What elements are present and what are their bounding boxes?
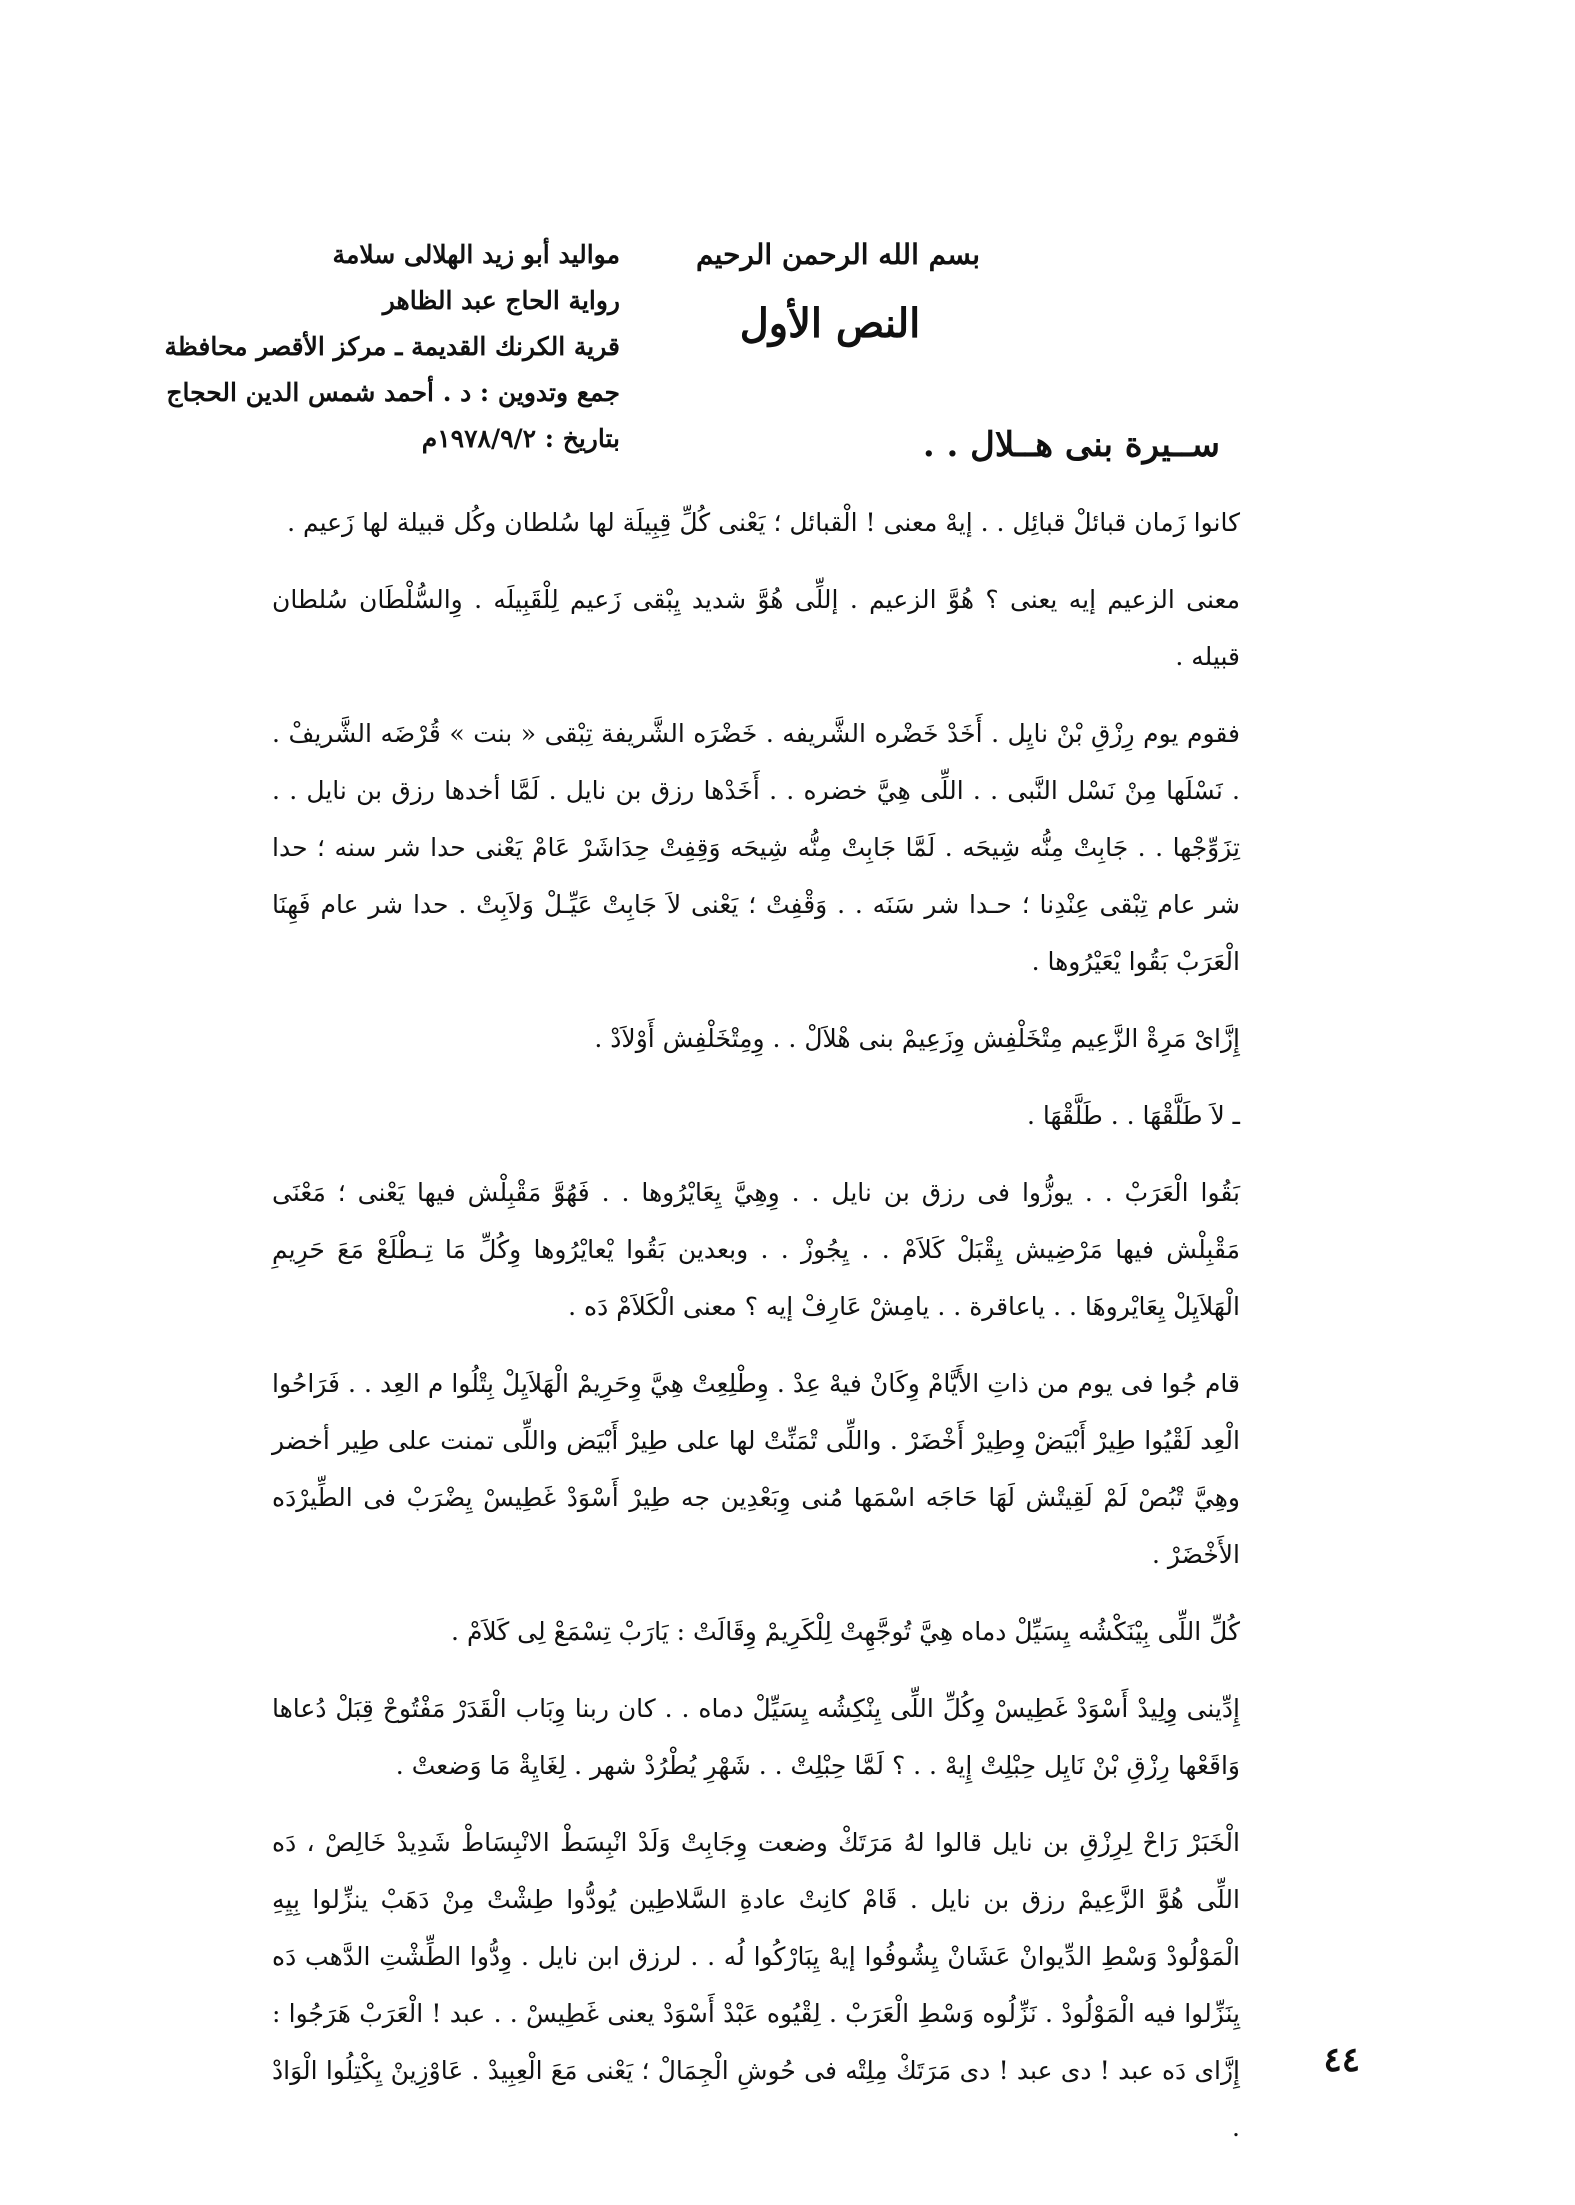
paragraph: إِدِّينى وِلِيدْ أَسْوَدْ غَطِيسْ وِكُلِّ اللِّى يِنْكِشُه يِسَيِّلْ دماه . . كان ربنا وِبَاب الْقَدَرْ مَفْتُوحْ قِبَلْ دُعاها وَاقَعْها رِزْقِ بْنْ نَايِل حِبْلِتْ إِيهْ . . ؟ لَمَّا حِبْلِتْ . . شَهْرِ يُطْرُدْ شهر . لِغَايِةْ مَا وَضعتْ . bbox=[272, 1694, 1240, 1780]
narration-title-line: مواليد أبو زيد الهلالى سلامة bbox=[332, 240, 620, 269]
paragraph: ـ لاَ طَلَّقْهَا . . طَلَّقْهَا . bbox=[1026, 1101, 1240, 1130]
text-title: النص الأول bbox=[739, 300, 921, 347]
paragraph: الْخَبَرْ رَاحْ لِرِزْقِ بن نايل قالوا لهُ مَرَتَكْ وضعت وِجَابِتْ وَلَدْ انْبِسَطْ الانْبِسَاطْ شَدِيدْ خَالِصْ ، دَه اللِّى هُوَّ الزَّعِيمْ رزق بن نايل . قَامْ كانِتْ عادةِ السَّلاطِين يُودُّوا طِشْتْ مِنْ دَهَبْ ينزِّلوا بِيِهِ الْمَوْلُودْ وَسْطِ الدِّيوانْ عَشَانْ يِشُوفُوا إيهْ يِبَارْكُوا لُه . . لرزق ابن نايل . وِدُّوا الطِّشْتِ الدَّهب دَه يِنَزِّلوا فيه الْمَوْلُودْ . نَزِّلُوه وَسْطِ الْعَرَبْ . لِقْيُوه عَبْدْ أَسْوَدْ يعنى غَطِيسْ . . عبد ! الْعَرَبْ هَرَجُوا : إِزَّاى دَه عبد ! دى عبد ! دى مَرَتَكْ مِلِتْه فى حُوشِ الْجِمَالْ ؛ يَعْنى مَعَ الْعِبِيدْ . عَاوْزِينْ يِكْتِلُوا الْوَادْ . bbox=[272, 1828, 1240, 2142]
collector-line: جمع وتدوين : د . أحمد شمس الدين الحجاج bbox=[166, 378, 620, 407]
narration-info-block bbox=[164, 232, 620, 462]
basmala-heading: بسم الله الرحمن الرحيم bbox=[696, 238, 980, 271]
location-line: قرية الكرنك القديمة ـ مركز الأقصر محافظة bbox=[164, 332, 620, 361]
date-line: بتاريخ : ١٩٧٨/٩/٢م bbox=[421, 424, 620, 453]
page-number: ٤٤ bbox=[1323, 2040, 1360, 2080]
narrator-line: رواية الحاج عبد الظاهر bbox=[382, 286, 620, 315]
section-title: ســيرة بنى هــلال . . bbox=[922, 425, 1220, 465]
paragraph: قام جُوا فى يوم من ذاتِ الأَيَّامْ وِكَانْ فيهْ عِدْ . وِطْلِعِتْ هِيَّ وِحَرِيمْ الْهَلاَيِلْ بِتْلُوا م العِد . . فَرَاحُوا الْعِد لَقْيُوا طِيرْ أَبْيَضْ وِطِيرْ أَخْضَرْ . واللِّى تْمَنِّتْ لها على طِيرْ أَبْيَض واللِّى تمنت على طِير أخضر وهِيَّ تْبُصْ لَمْ لَقِيتْش لَهَا حَاجَه اسْمَها مُنى وِبَعْدِين جه طِيرْ أَسْوَدْ غَطِيسْ يِضْرَبْ فى الطِّيرْدَه الأَخْضَرْ . bbox=[272, 1369, 1241, 1569]
body-text bbox=[272, 494, 1241, 2142]
paragraph: إِزَّاىْ مَرِةْ الزَّعِيم مِتْخَلْفِش وِزَعِيمْ بنى هْلاَلْ . . وِمِتْخَلْفِش أَوْلاَدْ . bbox=[594, 1024, 1240, 1053]
paragraph: فقوم يوم رِزْقِ بْنْ نايِل . أَخَدْ خَضْره الشَّريفه . خَضْرَه الشَّريفة تِبْقى « بنت » قُرْضَه الشَّريفْ . . نَسْلَها مِنْ نَسْل النَّبى . . اللِّى هِيَّ خضره . . أَخَدْها رزق بن نايل . لَمَّا أخدها رزق بن نايل . . تِزَوِّجْها . . جَابِتْ مِنُّه شِيحَه . لَمَّا جَابِتْ مِنُّه شِيحَه وَقِفِتْ حِدَاشَرْ عَامْ يَعْنى حدا شر سنه ؛ حدا شر عام تِبْقى عِنْدِنا ؛ حـدا شر سَنَه . . وَقْفِتْ ؛ يَعْنى لاَ جَابِتْ عَيِّـلْ وَلاَبِتْ . حدا شر عام فَهِنَا الْعَرَبْ بَقُوا يْعَيْرُوها . bbox=[272, 719, 1240, 976]
paragraph: بَقُوا الْعَرَبْ . . يوزُّوا فى رزق بن نايل . . وِهِيَّ يِعَايْرُوها . . فَهُوَّ مَقْبِلْش فيها يَعْنى ؛ مَعْنَى مَقْبِلْش فيها مَرْضِيش يِقْبَلْ كَلاَمْ . . يِجُوزْ . . وبعدين بَقُوا يْعايْرُوها وِكُلِّ مَا تِـطْلَعْ مَعَ حَرِيمِ الْهَلاَيِلْ يِعَايْروهَا . . ياعاقرة . . يامِشْ عَارِفْ إيه ؟ معنى الْكَلاَمْ دَه . bbox=[272, 1178, 1240, 1321]
paragraph: معنى الزعيم إيه يعنى ؟ هُوَّ الزعيم . إللِّى هُوَّ شديد يِبْقى زَعيم لِلْقَبِيلَه . وِالسُّلْطَان سُلطان قبيله . bbox=[272, 585, 1240, 671]
paragraph: كُلِّ اللِّى بِيْنَكْشُه يِسَيِّلْ دماه هِيَّ تُوجَّهِتْ لِلْكَرِيمْ وِقَالَتْ : يَارَبْ تِسْمَعْ لِى كَلاَمْ . bbox=[451, 1617, 1240, 1646]
paragraph: كانوا زَمان قبائلْ قبائِل . . إيهْ معنى ! الْقبائل ؛ يَعْنى كُلِّ قِبِيلَة لها سُلطان وكُل قبيلة لها زَعيم . bbox=[287, 508, 1240, 537]
